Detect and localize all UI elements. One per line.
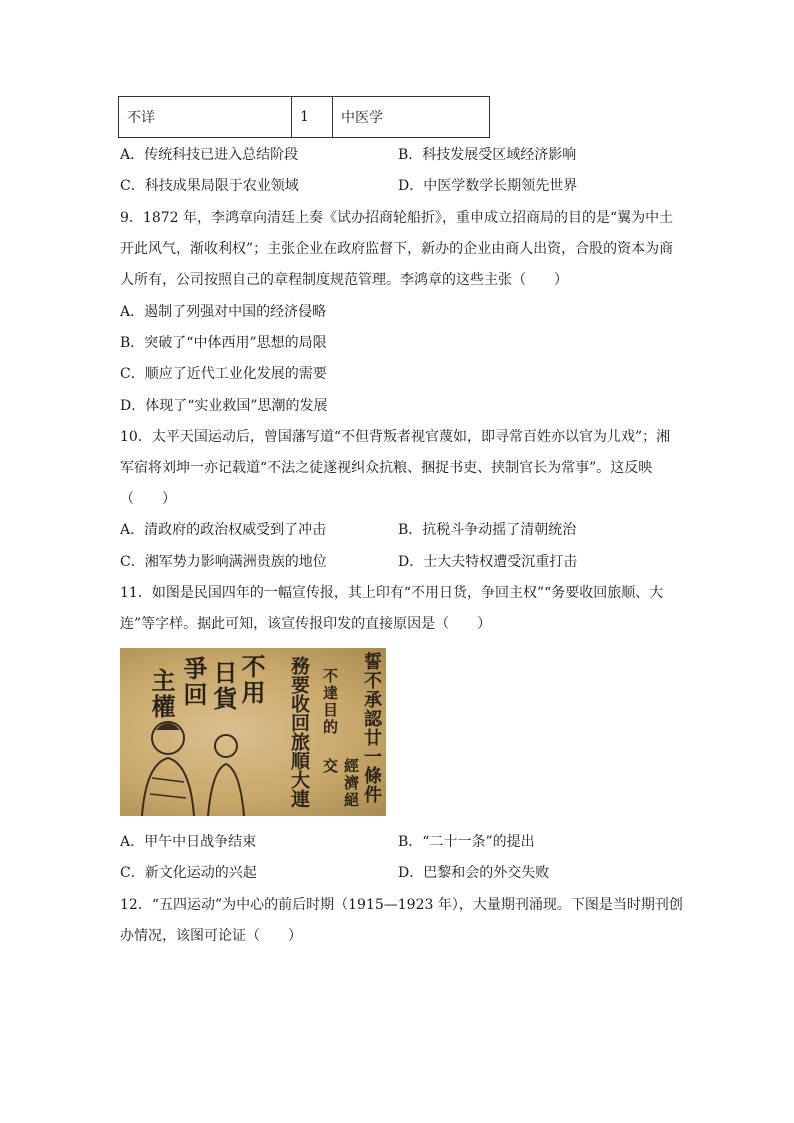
poster-text-jingjijuejiao: 經濟絕交 [321,758,360,809]
q10-stem-line-1: 10．太平天国运动后，曾国藩写道“不但背叛者视官蔑如，即寻常百姓亦以官为儿戏”；湘 [120,429,671,445]
q9-option-c: C．顺应了近代工业化发展的需要 [120,366,327,382]
table-cell: 不详 [119,97,292,138]
q8-option-a: A．传统科技已进入总结阶段 [120,147,299,163]
q12-stem-line-1: 12．“五四运动”为中心的前后时期（1915—1923 年），大量期刊涌现。下图是当时期刊创 [120,897,683,913]
poster-text-rihuo: 日貨 [209,660,238,712]
poster-text-zhenghui: 爭回 [179,656,208,708]
q11-option-b: B．“二十一条”的提出 [398,834,535,850]
table-row [119,97,490,138]
poster-figures-illustration [128,708,248,816]
poster-text-shouhui: 務要收回旅順大連 [288,656,310,808]
q10-option-c: C．湘军势力影响满洲贵族的地位 [120,554,327,570]
q8-option-d: D．中医学数学长期领先世界 [398,178,578,194]
q9-stem-line-3: 人所有，公司按照自己的章程制度规范管理。李鸿章的这些主张（ ） [120,272,568,288]
q9-stem-line-2: 开此风气，渐收利权”；主张企业在政府监督下，新办的企业由商人出资，合股的资本为商 [120,241,674,257]
table-cell: 中医学 [333,97,490,138]
q11-stem-line-2: 连”等字样。据此可知，该宣传报印发的直接原因是（ ） [120,616,492,632]
q12-stem-line-2: 办情况，该图可论证（ ） [120,928,302,944]
q9-option-d: D．体现了“实业救国”思潮的发展 [120,398,328,414]
q8-option-c: C．科技成果局限于农业领域 [120,178,299,194]
q10-option-b: B．抗税斗争动摇了清朝统治 [398,522,577,538]
q9-option-a: A．遏制了列强对中国的经济侵略 [120,304,327,320]
poster-text-buyong: 不用 [237,654,266,706]
propaganda-poster-image [120,648,386,816]
q11-option-a: A．甲午中日战争结束 [120,834,257,850]
data-table-fragment [118,96,490,138]
q11-option-d: D．巴黎和会的外交失败 [398,865,550,881]
q10-stem-line-3: （ ） [120,491,176,507]
poster-text-zhuquan: 主權 [147,668,176,720]
poster-text-budamudi: 不達目的 [321,668,339,736]
poster-text-burenzheng: 誓不承認廿一條件 [361,652,382,804]
q10-option-d: D．士大夫特权遭受沉重打击 [398,554,578,570]
q9-option-b: B．突破了“中体西用”思想的局限 [120,335,327,351]
q11-stem-line-1: 11．如图是民国四年的一幅宣传报，其上印有“不用日货，争回主权”“务要收回旅顺、大 [120,585,664,601]
q11-option-c: C．新文化运动的兴起 [120,865,257,881]
q9-stem-line-1: 9．1872 年，李鸿章向清廷上奏《试办招商轮船折》，重申成立招商局的目的是“翼为中土 [120,210,674,226]
q10-option-a: A．清政府的政治权威受到了冲击 [120,522,327,538]
q10-stem-line-2: 军宿将刘坤一亦记载道“不法之徒遂视纠众抗粮、捆捉书吏、挟制官长为常事”。这反映 [120,460,653,476]
q8-option-b: B．科技发展受区域经济影响 [398,147,577,163]
table-cell: 1 [292,97,333,138]
